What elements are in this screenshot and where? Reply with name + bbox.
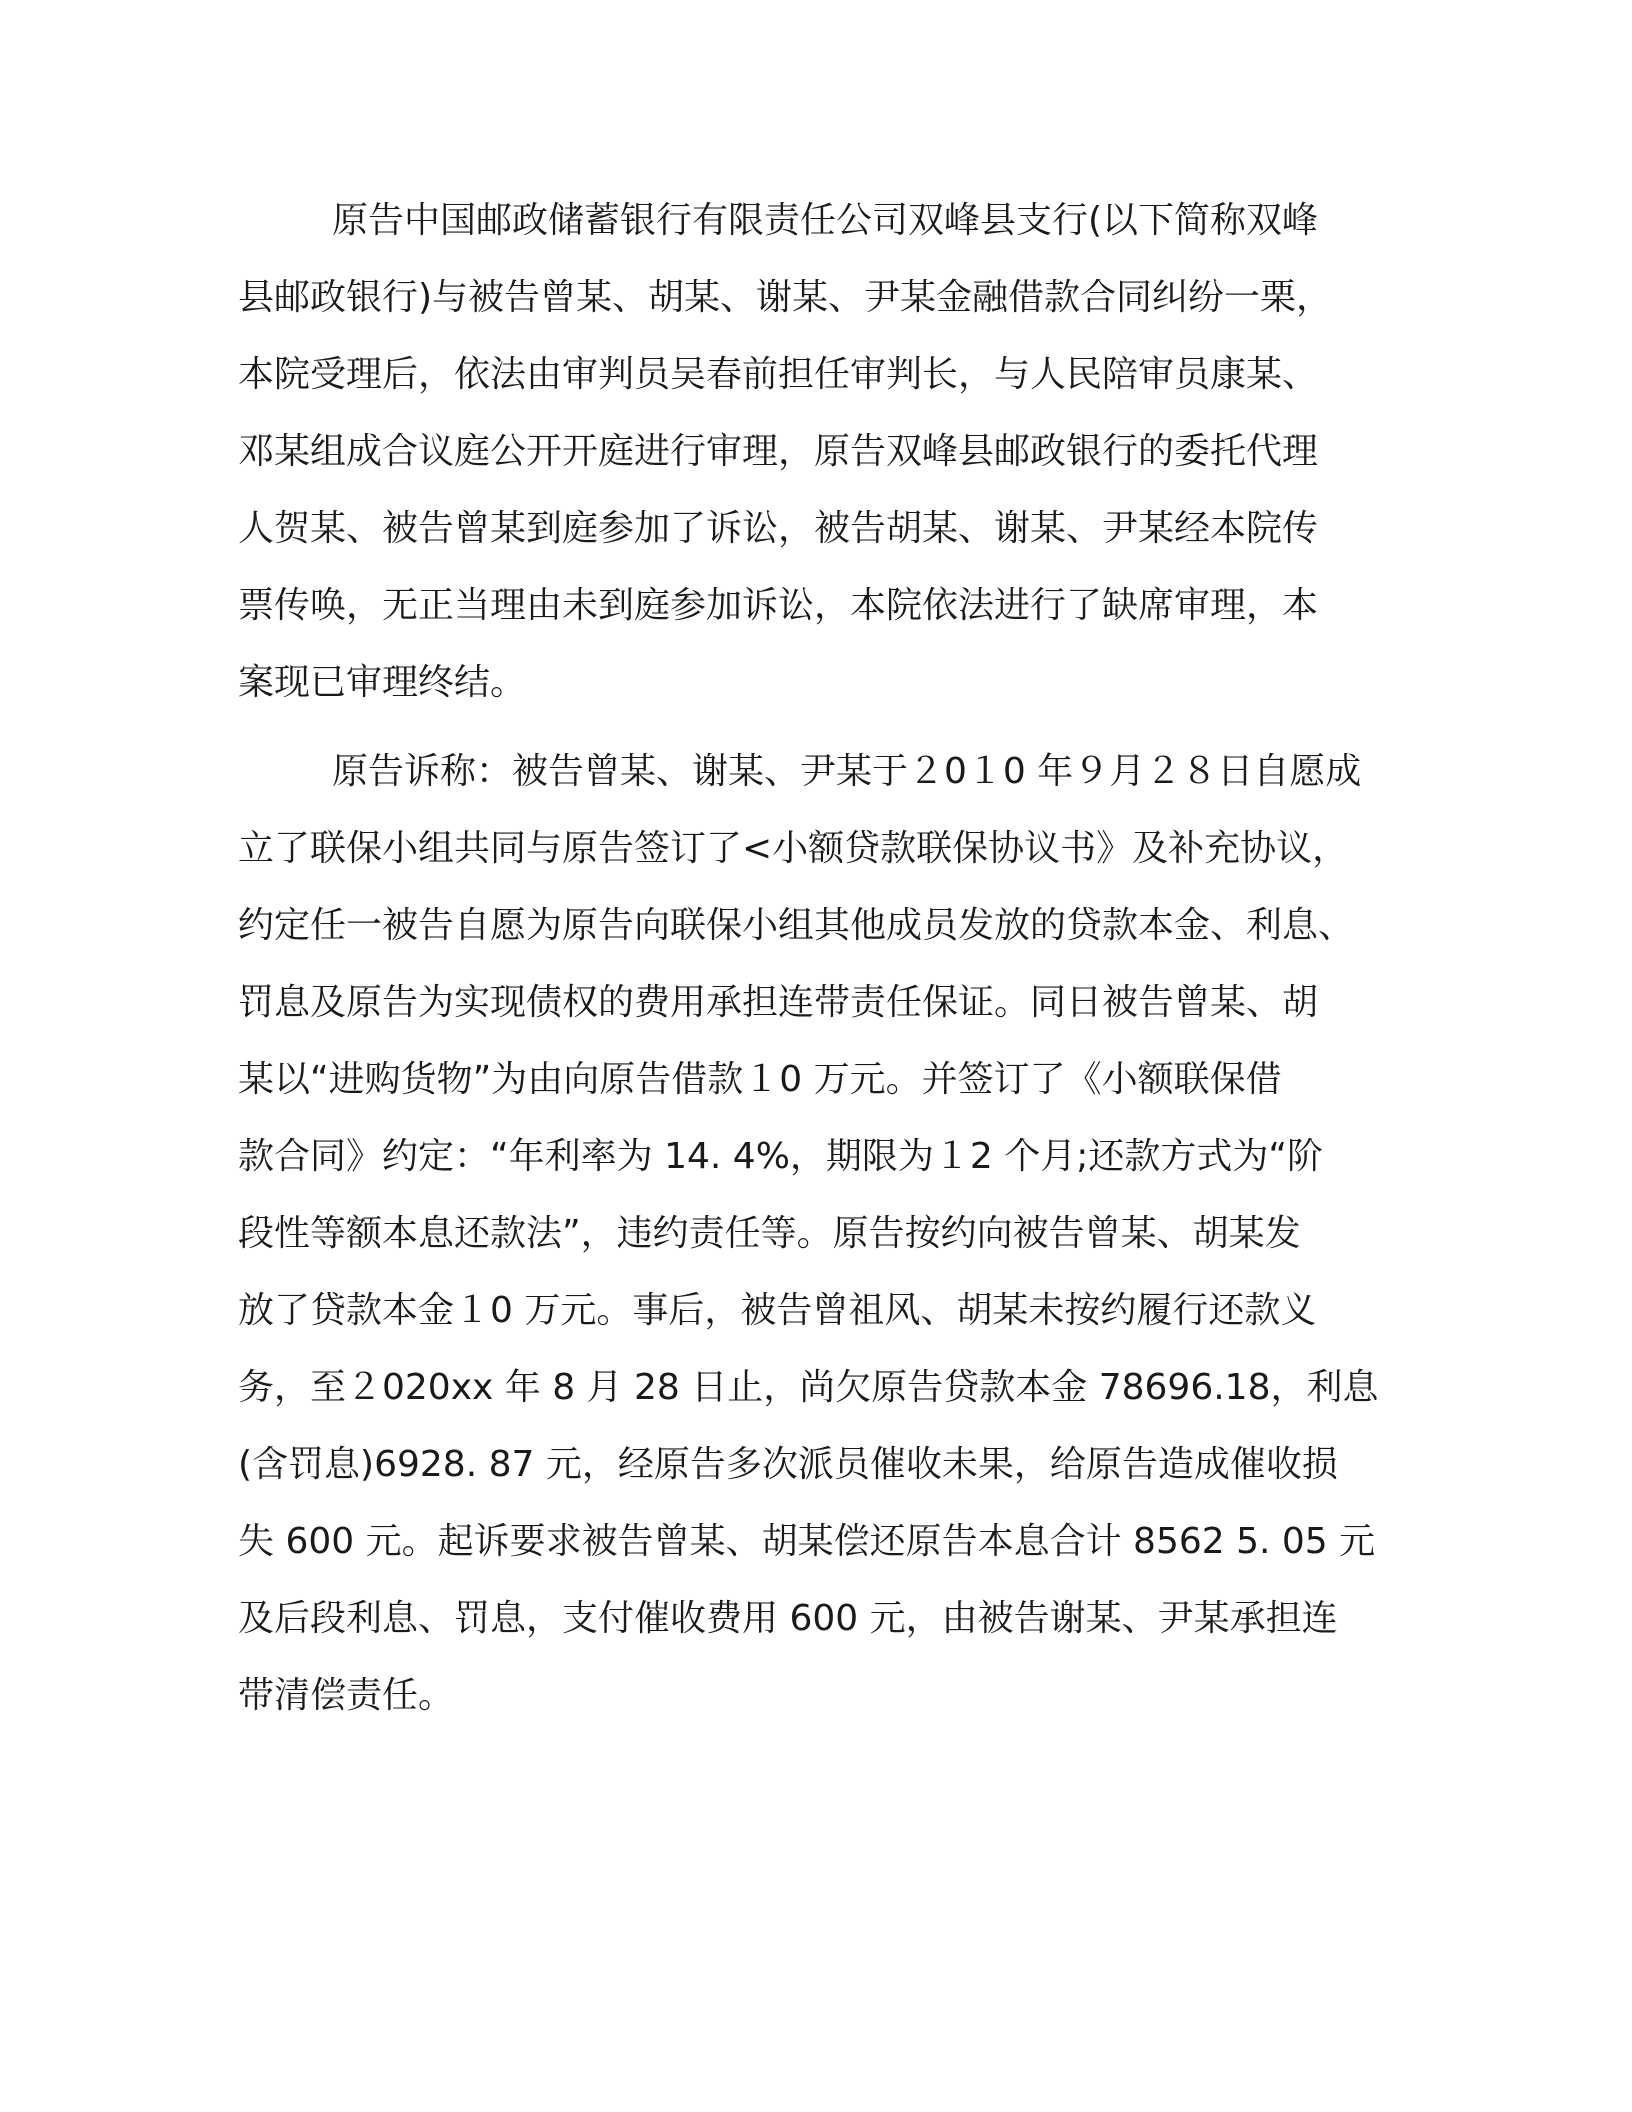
text-line: 人贺某、被告曾某到庭参加了诉讼，被告胡某、谢某、尹某经本院传 (238, 508, 1319, 549)
text-line: 段性等额本息还款法”，违约责任等。原告按约向被告曾某、胡某发 (238, 1213, 1301, 1254)
text-line: 及后段利息、罚息，支付催收费用 600 元，由被告谢某、尹某承担连 (238, 1598, 1338, 1639)
paragraph-case-intro (238, 182, 1398, 721)
text-line: 某以“进购货物”为由向原告借款１0 万元。并签订了《小额联保借 (238, 1059, 1282, 1100)
paragraph-spacing (238, 721, 1398, 733)
text-line: 务，至２020xx 年 8 月 28 日止，尚欠原告贷款本金 78696.18，利息 (238, 1367, 1379, 1408)
text-line: 原告中国邮政储蓄银行有限责任公司双峰县支行(以下简称双峰 (332, 200, 1319, 241)
text-line: 失 600 元。起诉要求被告曾某、胡某偿还原告本息合计 8562 5. 05 元 (238, 1521, 1376, 1562)
text-line: 本院受理后，依法由审判员吴春前担任审判长，与人民陪审员康某、 (238, 354, 1319, 395)
text-line: 罚息及原告为实现债权的费用承担连带责任保证。同日被告曾某、胡 (238, 982, 1319, 1023)
document-body (238, 182, 1398, 1734)
text-line: 放了贷款本金１0 万元。事后，被告曾祖风、胡某未按约履行还款义 (238, 1290, 1317, 1331)
paragraph-plaintiff-claim (238, 733, 1398, 1734)
text-line: 约定任一被告自愿为原告向联保小组其他成员发放的贷款本金、利息、 (238, 905, 1355, 946)
text-line: 案现已审理终结。 (238, 662, 527, 703)
text-line: 邓某组成合议庭公开开庭进行审理，原告双峰县邮政银行的委托代理 (238, 431, 1319, 472)
text-line: 款合同》约定：“年利率为 14. 4%，期限为１2 个月;还款方式为“阶 (238, 1136, 1324, 1177)
text-line: (含罚息)6928. 87 元，经原告多次派员催收未果，给原告造成催收损 (238, 1444, 1338, 1485)
text-line: 原告诉称：被告曾某、谢某、尹某于２0１0 年９月２８日自愿成 (332, 751, 1362, 792)
text-line: 立了联保小组共同与原告签订了<小额贷款联保协议书》及补充协议， (238, 828, 1349, 869)
text-line: 县邮政银行)与被告曾某、胡某、谢某、尹某金融借款合同纠纷一栗， (238, 277, 1333, 318)
text-line: 票传唤，无正当理由未到庭参加诉讼，本院依法进行了缺席审理，本 (238, 585, 1319, 626)
text-line: 带清偿责任。 (238, 1675, 455, 1716)
